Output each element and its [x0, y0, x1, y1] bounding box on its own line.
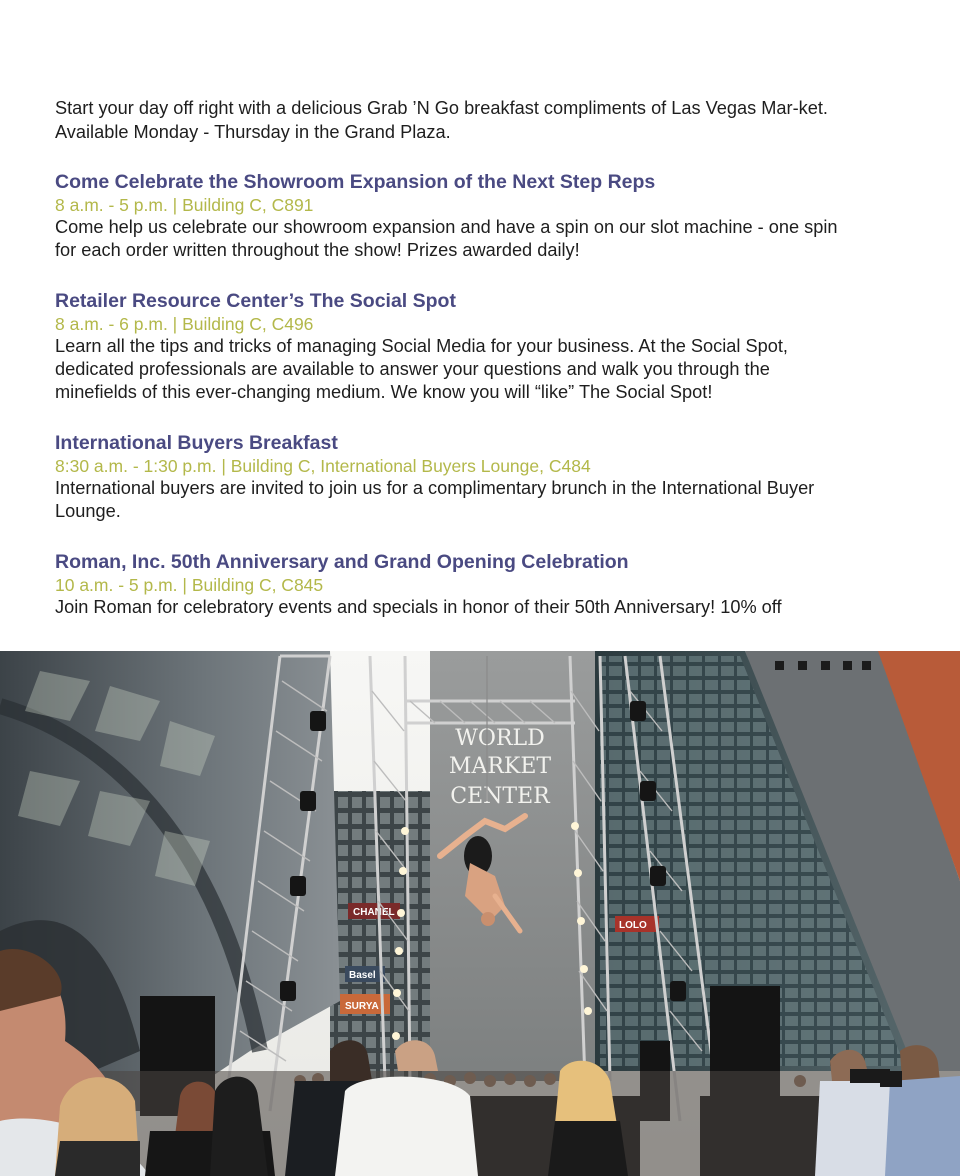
event-description: Learn all the tips and tricks of managing Social Media for your business. At the Social Spot, dedicated professionals are available to answer your questions and walk you through the minefields of this ever-changing medium. We know you will “like” The Social Spot! — [55, 336, 788, 402]
banner-basel: Basel — [349, 970, 376, 981]
world-market-center-sign — [449, 726, 551, 809]
event-title: Retailer Resource Center’s The Social Spot — [55, 290, 456, 312]
event-title: International Buyers Breakfast — [55, 432, 338, 454]
event-description: International buyers are invited to join us for a complimentary brunch in the International Buyer Lounge. — [55, 478, 815, 521]
intro-paragraph: Start your day off right with a delicious Grab ’N Go breakfast compliments of Las Vegas Mar-ket. Available Monday - Thursday in the Grand Plaza. — [55, 98, 828, 142]
banner-chanel: CHANEL — [353, 907, 395, 918]
event-roman-anniversary — [55, 550, 905, 619]
world-market-center-tower — [430, 651, 595, 1081]
event-description: Join Roman for celebratory events and specials in honor of their 50th Anniversary! 10% off — [55, 597, 782, 617]
event-next-step-reps — [55, 170, 905, 262]
event-title: Come Celebrate the Showroom Expansion of the Next Step Reps — [55, 171, 656, 193]
event-title: Roman, Inc. 50th Anniversary and Grand Opening Celebration — [55, 551, 629, 573]
event-social-spot — [55, 289, 905, 404]
event-time-location: 8 a.m. - 6 p.m. | Building C, C496 — [55, 314, 314, 334]
sign-line-world: WORLD — [455, 726, 545, 751]
event-international-buyers-breakfast — [55, 431, 905, 523]
event-description: Come help us celebrate our showroom expansion and have a spin on our slot machine - one spin for each order written throughout the show! Prizes awarded daily! — [55, 217, 838, 260]
banner-surya: SURYA — [345, 1001, 379, 1012]
event-time-location: 8 a.m. - 5 p.m. | Building C, C891 — [55, 195, 314, 215]
sign-line-center: CENTER — [450, 784, 550, 809]
event-plaza-photo — [0, 651, 960, 1176]
banner-lolo: LOLO — [619, 920, 647, 931]
event-time-location: 8:30 a.m. - 1:30 p.m. | Building C, International Buyers Lounge, C484 — [55, 456, 591, 476]
event-time-location: 10 a.m. - 5 p.m. | Building C, C845 — [55, 575, 324, 595]
sign-line-market: MARKET — [448, 754, 552, 779]
